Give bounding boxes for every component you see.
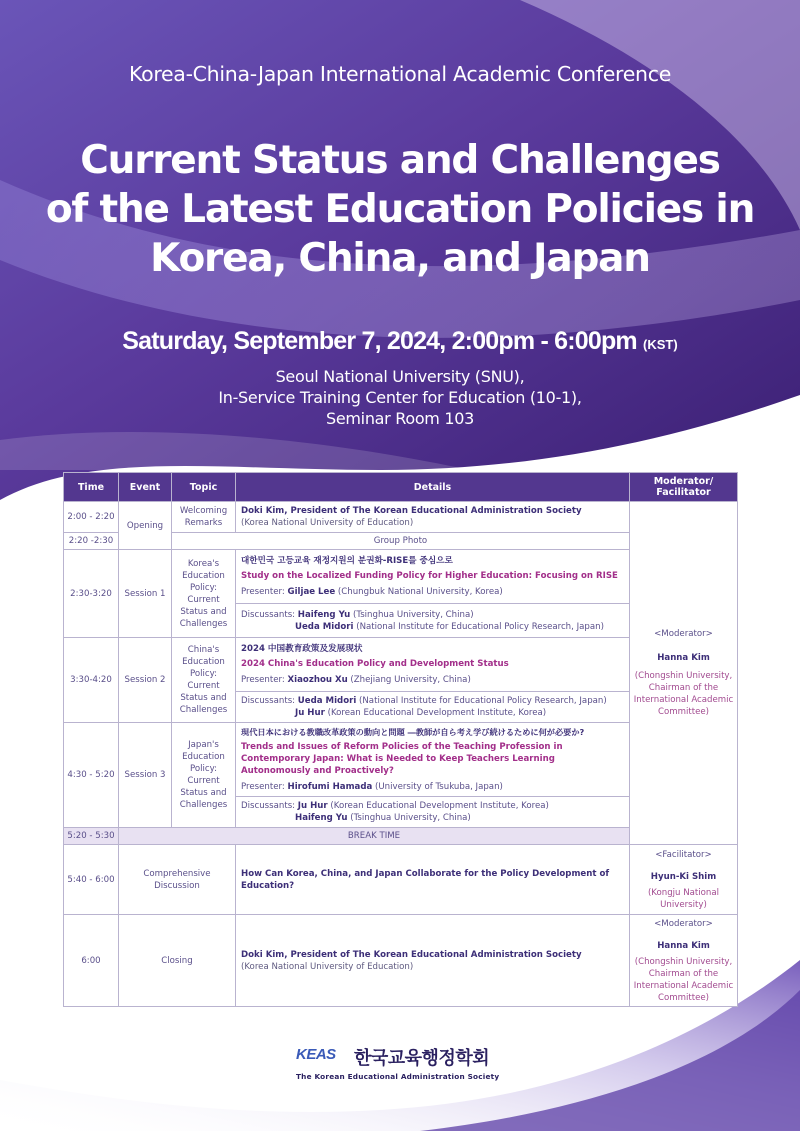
speaker: Doki Kim, President of The Korean Educational Administration Society: [241, 949, 582, 960]
venue-line: Seoul National University (SNU),: [275, 367, 525, 386]
facilitator-affiliation: (Kongju National University): [647, 887, 720, 910]
presenter-name: Xiaozhou Xu: [287, 675, 348, 685]
event-cell: Session 1: [119, 550, 172, 638]
presenter-line: [241, 781, 624, 793]
keas-logo: [296, 1046, 516, 1086]
paper-title-ko: 대한민국 고등교육 재정지원의 분권화-RISE를 중심으로: [241, 556, 453, 566]
title-line: Current Status and Challenges: [80, 138, 720, 183]
details-cell: [236, 915, 630, 1007]
discussant-name: Ueda Midori: [295, 621, 354, 632]
discussant-line: [241, 609, 624, 621]
speaker: Doki Kim, President of The Korean Educational Administration Society: [241, 506, 582, 516]
presenter-name: Hirofumi Hamada: [287, 782, 373, 792]
moderator-name: Hanna Kim: [657, 653, 710, 663]
col-details: Details: [236, 473, 630, 502]
moderator-cell: [630, 502, 738, 845]
logo-mark: KEAS: [296, 1046, 336, 1063]
topic-cell: China's Education Policy: Current Status and Challenges: [172, 638, 236, 723]
discussion-question: How Can Korea, China, and Japan Collaborate for the Policy Development of Education?: [236, 845, 630, 915]
logo-english-name: The Korean Educational Administration Society: [296, 1072, 500, 1081]
event-cell: Closing: [119, 915, 236, 1007]
table-row: [64, 845, 738, 915]
discussant-line: [241, 812, 624, 824]
discussant-name: Haifeng Yu: [297, 609, 351, 620]
discussants-label: Discussants:: [241, 609, 298, 620]
discussant-name: Ju Hur: [297, 801, 328, 811]
table-row: [64, 915, 738, 1007]
discussant-name: Haifeng Yu: [295, 813, 348, 823]
timezone: (KST): [643, 337, 678, 352]
program-table: [63, 472, 738, 1007]
time-cell: 4:30 - 5:20: [64, 723, 119, 828]
discussant-line: [241, 707, 624, 719]
discussant-line: [241, 800, 624, 812]
details-cell: [236, 550, 630, 604]
discussants-label: Discussants:: [241, 801, 298, 811]
time-cell: 3:30-4:20: [64, 638, 119, 723]
break-cell: BREAK TIME: [119, 828, 630, 845]
discussant-affiliation: (Tsinghua University, China): [347, 813, 471, 823]
discussant-name: Ju Hur: [295, 708, 325, 718]
event-date: [0, 327, 800, 356]
discussant-line: [241, 621, 624, 633]
paper-title-zh: 2024 中国教育政策及发展现状: [241, 644, 363, 654]
discussant-affiliation: (National Institute for Educational Policy Research, Japan): [356, 696, 607, 706]
presenter-affiliation: (Zhejiang University, China): [347, 675, 471, 685]
col-moderator: [630, 473, 738, 502]
topic-cell: Welcoming Remarks: [172, 502, 236, 533]
moderator-cell: [630, 915, 738, 1007]
facilitator-cell: [630, 845, 738, 915]
event-cell: Opening: [119, 502, 172, 550]
affiliation: (Korea National University of Education): [241, 961, 414, 972]
facilitator-name: Hyun-Ki Shim: [650, 871, 717, 882]
event-cell: Session 3: [119, 723, 172, 828]
details-cell: [236, 638, 630, 692]
time-cell: 5:20 - 5:30: [64, 828, 119, 845]
details-cell: [236, 723, 630, 797]
table-row: [64, 502, 738, 533]
time-cell: 2:00 - 2:20: [64, 502, 119, 533]
discussants-label: Discussants:: [241, 696, 298, 706]
conference-name: Korea-China-Japan International Academic Conference: [128, 62, 672, 86]
time-cell: 5:40 - 6:00: [64, 845, 119, 915]
group-photo-cell: Group Photo: [172, 533, 630, 550]
paper-title-en: Study on the Localized Funding Policy for Higher Education: Focusing on RISE: [241, 571, 618, 581]
discussant-affiliation: (Korean Educational Development Institute, Korea): [324, 708, 547, 718]
event-cell: Session 2: [119, 638, 172, 723]
discussants-cell: [236, 692, 630, 723]
discussant-line: [241, 695, 624, 707]
header-line: Moderator/: [653, 476, 714, 487]
topic-cell: Korea's Education Policy: Current Status and Challenges: [172, 550, 236, 638]
presenter-label: Presenter:: [241, 782, 288, 792]
role-label: <Moderator>: [654, 918, 713, 929]
logo-korean-name: 한국교육행정학회: [354, 1048, 490, 1069]
role-label: <Moderator>: [654, 629, 713, 639]
moderator-name: Hanna Kim: [657, 940, 710, 951]
col-time: Time: [64, 473, 119, 502]
table-header-row: [64, 473, 738, 502]
presenter-label: Presenter:: [241, 587, 288, 597]
presenter-line: [241, 674, 624, 686]
moderator-affiliation: (Chongshin University, Chairman of the International Academic Committee): [633, 956, 734, 1003]
time-cell: 2:30-3:20: [64, 550, 119, 638]
time-cell: 2:20 -2:30: [64, 533, 119, 550]
conference-title: [20, 136, 780, 283]
discussants-cell: [236, 604, 630, 638]
discussant-affiliation: (National Institute for Educational Policy Research, Japan): [353, 621, 604, 632]
role-label: <Facilitator>: [655, 849, 712, 860]
paper-title-ja: 現代日本における教職改革政策の動向と問題 ―教師が自ら考え学び続けるために何が必要か?: [241, 727, 585, 737]
venue-line: Seminar Room 103: [325, 409, 475, 428]
col-event: Event: [119, 473, 172, 502]
topic-cell: Japan's Education Policy: Current Status and Challenges: [172, 723, 236, 828]
presenter-name: Giljae Lee: [287, 587, 336, 597]
discussants-cell: [236, 797, 630, 828]
presenter-affiliation: (Chungbuk National University, Korea): [335, 587, 503, 597]
paper-title-en: Trends and Issues of Reform Policies of the Teaching Profession in Contemporary Japan: What is Needed to Keep Teachers Learning Autonomously and Proactively?: [241, 742, 563, 776]
presenter-label: Presenter:: [241, 675, 288, 685]
venue: [0, 366, 800, 429]
col-topic: Topic: [172, 473, 236, 502]
paper-title-en: 2024 China's Education Policy and Development Status: [241, 659, 509, 669]
time-cell: 6:00: [64, 915, 119, 1007]
date-text: Saturday, September 7, 2024, 2:00pm - 6:00pm: [122, 327, 637, 355]
venue-line: In-Service Training Center for Education (10-1),: [218, 388, 582, 407]
details-cell: [236, 502, 630, 533]
title-line: of the Latest Education Policies in: [45, 187, 755, 232]
presenter-line: [241, 586, 624, 598]
presenter-affiliation: (University of Tsukuba, Japan): [372, 782, 503, 792]
discussant-affiliation: (Tsinghua University, China): [350, 609, 474, 620]
discussant-affiliation: (Korean Educational Development Institute, Korea): [327, 801, 549, 811]
moderator-affiliation: (Chongshin University, Chairman of the International Academic Committee): [633, 671, 734, 717]
title-line: Korea, China, and Japan: [150, 236, 650, 281]
event-cell: Comprehensive Discussion: [119, 845, 236, 915]
discussant-name: Ueda Midori: [297, 696, 357, 706]
affiliation: (Korea National University of Education): [241, 518, 414, 528]
header-line: Facilitator: [656, 487, 711, 498]
